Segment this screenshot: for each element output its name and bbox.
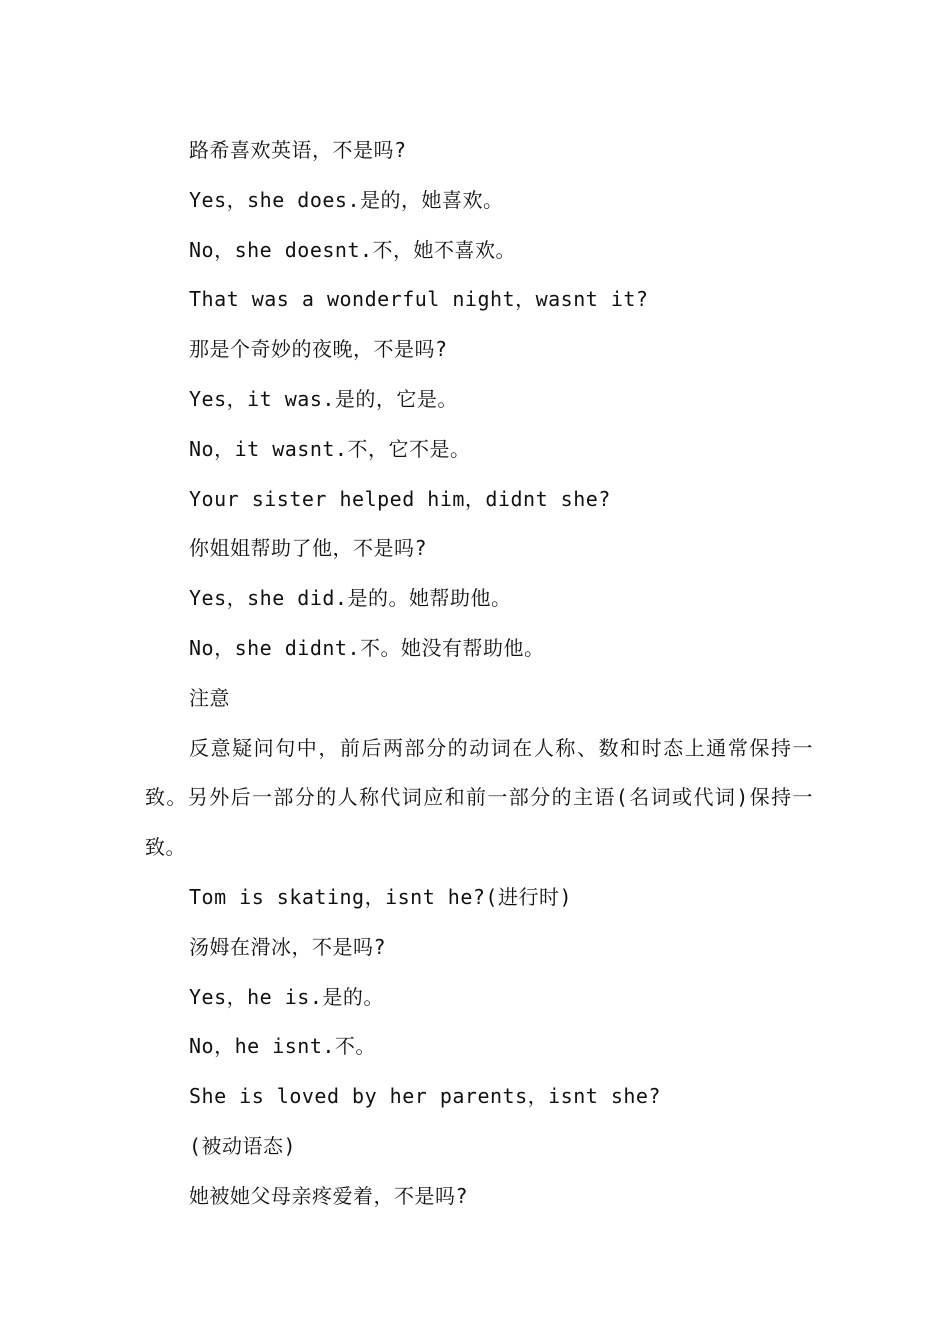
text-line: Your sister helped him，didnt she? bbox=[189, 486, 611, 511]
text-line: (被动语态) bbox=[189, 1133, 297, 1158]
text-line: 她被她父母亲疼爱着，不是吗? bbox=[189, 1183, 469, 1208]
text-line: 那是个奇妙的夜晚，不是吗? bbox=[189, 337, 448, 362]
note-paragraph: 反意疑问句中，前后两部分的动词在人称、数和时态上通常保持一致。另外后一部分的人称代词应和前一部分的主语(名词或代词)保持一致。 bbox=[145, 735, 813, 860]
text-line: Tom is skating，isnt he?(进行时) bbox=[189, 884, 572, 909]
text-line: Yes，she does.是的，她喜欢。 bbox=[189, 187, 504, 212]
text-line: Yes，she did.是的。她帮助他。 bbox=[189, 586, 512, 611]
text-line: No，he isnt.不。 bbox=[189, 1034, 376, 1059]
document-body bbox=[145, 126, 813, 1222]
text-line: She is loved by her parents，isnt she? bbox=[189, 1084, 661, 1109]
text-line: 汤姆在滑冰，不是吗? bbox=[189, 934, 387, 959]
text-line: 路希喜欢英语，不是吗? bbox=[189, 138, 407, 162]
text-line: Yes，he is.是的。 bbox=[189, 984, 384, 1009]
text-line: 你姐姐帮助了他，不是吗? bbox=[189, 536, 428, 561]
text-line: No，she doesnt.不，她不喜欢。 bbox=[189, 237, 517, 262]
text-line: Yes，it was.是的，它是。 bbox=[189, 386, 458, 411]
text-line: No，she didnt.不。她没有帮助他。 bbox=[189, 635, 545, 660]
text-line: That was a wonderful night，wasnt it? bbox=[189, 287, 649, 312]
note-heading: 注意 bbox=[189, 685, 230, 710]
text-line: No，it wasnt.不，它不是。 bbox=[189, 436, 471, 461]
